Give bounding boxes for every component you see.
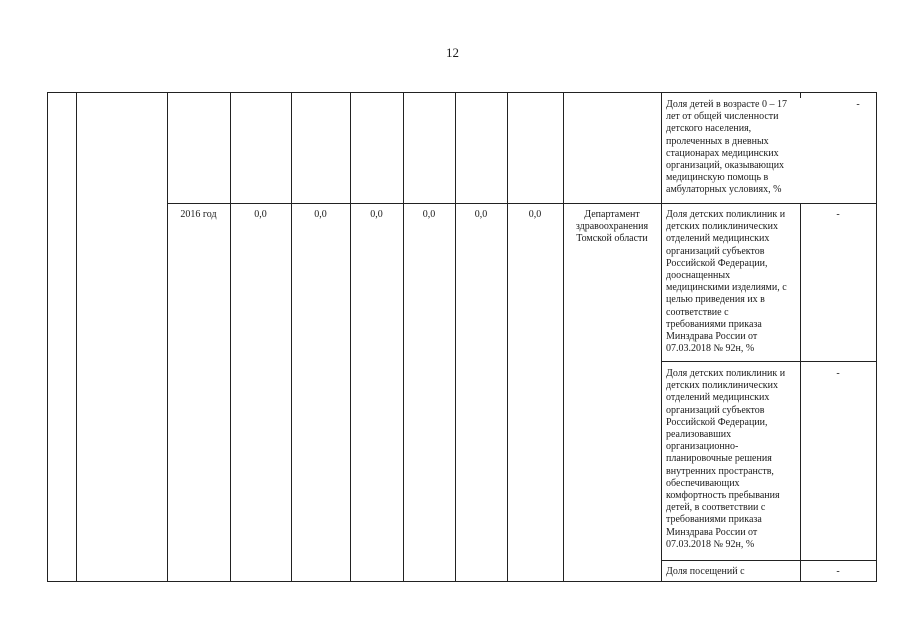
indicator-cell: Доля детских поликлиник и детских поликлинических отделений медицинских организаций субъектов Российской Федерации, реализовавших организационно- планировочные решения внутренних пространств, обеспечивающих комфортность пребывания детей, в соответствии с требованиями приказа Минздрава России от 07.03.2018 № 92н, % — [666, 368, 786, 550]
value-cell: 0,0 — [528, 209, 542, 220]
col-divider — [507, 92, 508, 582]
col-divider — [291, 92, 292, 582]
col-divider — [661, 92, 662, 582]
table-border-top — [47, 92, 877, 93]
col-divider — [350, 92, 351, 582]
col-divider — [563, 92, 564, 582]
indicator-cell: Доля посещений с — [666, 566, 745, 577]
indicator-value: - — [836, 566, 840, 577]
indicator-value: - — [836, 368, 840, 379]
indicator-cell: Доля детских поликлиник и детских поликлинических отделений медицинских организаций субъектов Российской Федерации, дооснащенных медицинскими изделиями, с целью приведения их в соответствие с требованиями приказа Минздрава России от 07.03.2018 № 92н, % — [666, 209, 787, 355]
executor-cell: Департамент здравоохранения Томской области — [575, 209, 649, 245]
value-cell: 0,0 — [254, 209, 267, 220]
value-cell: 0,0 — [314, 209, 327, 220]
value-cell: 0,0 — [474, 209, 488, 220]
col-divider — [403, 92, 404, 582]
value-cell: 0,0 — [370, 209, 383, 220]
value-cell: 0,0 — [422, 209, 436, 220]
col-divider — [455, 92, 456, 582]
indicator-value: - — [856, 99, 860, 110]
year-cell: 2016 год — [180, 209, 217, 220]
table-border-left — [47, 92, 48, 582]
row-divider — [167, 203, 877, 204]
col-divider — [230, 92, 231, 582]
indicator-value: - — [836, 209, 840, 220]
col-divider — [76, 92, 77, 582]
col-divider — [800, 203, 801, 582]
page-number: 12 — [446, 45, 459, 60]
col-divider — [167, 92, 168, 582]
row-divider — [661, 560, 877, 561]
table-border-right — [876, 92, 877, 582]
row-divider — [661, 361, 877, 362]
table-border-bottom — [47, 581, 877, 582]
indicator-cell: Доля детей в возрасте 0 – 17 лет от общей численности детского населения, пролеченных в дневных стационарах медицинских организаций, оказывающих медицинскую помощь в амбулаторных условиях, % — [666, 99, 787, 196]
